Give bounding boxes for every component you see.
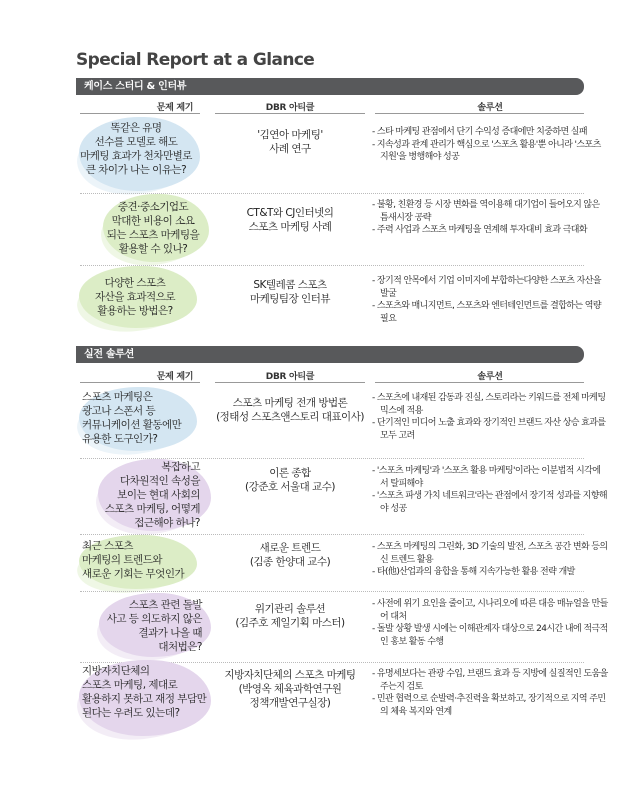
- header-rule: [375, 113, 584, 114]
- column-header-solution: 솔루션: [477, 103, 503, 113]
- article-title: 지방자치단체의 스포츠 마케팅 (박영옥 체육과학연구원 정책개발연구실장): [224, 669, 356, 709]
- header-rule: [80, 382, 200, 383]
- question-text: 복잡하고 다차원적인 속성을 보이는 현대 사회의 스포츠 마케팅, 어떻게 접근해야 하나?: [104, 461, 200, 529]
- question-text: 다양한 스포츠 자산을 효과적으로 활용하는 방법은?: [95, 277, 175, 317]
- page-title: Special Report at a Glance: [76, 50, 315, 70]
- column-header-article: DBR 아티클: [265, 372, 315, 382]
- section-bar-practical-solution: 실전 솔루션: [76, 346, 584, 363]
- column-header-solution: 솔루션: [477, 372, 503, 382]
- article-title: 스포츠 마케팅 전개 방법론 (정태성 스포츠앤스토리 대표이사): [216, 397, 364, 423]
- article-title: 새로운 트렌드 (김종 한양대 교수): [249, 542, 331, 568]
- article-title: '김연아 마케팅' 사례 연구: [257, 129, 323, 155]
- solution-text: - 스포츠에 내재된 감동과 진실, 스토리라는 키워드를 전체 마케팅 믹스에 적용 - 단기적인 미디어 노출 효과와 장기적인 브랜드 자산 상승 효과를 모두 고려: [372, 393, 606, 441]
- solution-text: - '스포츠 마케팅'과 '스포츠 활용 마케팅'이라는 이분법적 시각에서 탈피해야 - '스포츠 파생 가치 네트워크'라는 관점에서 장기적 성과를 지향해야 성공: [372, 466, 607, 514]
- question-text: 스포츠 마케팅은 광고나 스폰서 등 커뮤니케이션 활동에만 유용한 도구인가?: [82, 391, 182, 445]
- column-header-article: DBR 아티클: [265, 103, 315, 113]
- solution-text: - 유명세보다는 관광 수입, 브랜드 효과 등 지방에 실질적인 도움을 주는지 검토 - 민관 협력으로 순발력·추진력을 확보하고, 장기적으로 지역 주민의 체육 복지와 연계: [372, 669, 608, 717]
- solution-text: - 스타 마케팅 관점에서 단기 수익성 증대에만 치중하면 실패 - 지속성과 관계 관리가 핵심으로 '스포츠 활용'뿐 아니라 '스포츠 지원'을 병행해야 성공: [372, 127, 601, 162]
- question-text: 지방자치단체의 스포츠 마케팅, 제대로 활용하지 못하고 재정 부담만 된다는 우려도 있는데?: [82, 665, 207, 719]
- article-title: 위기관리 솔루션 (김주호 제일기획 마스터): [235, 603, 345, 629]
- question-text: 똑같은 유명 선수를 모델로 해도 마케팅 효과가 천차만별로 큰 차이가 나는 이유는?: [80, 122, 192, 176]
- header-rule: [80, 113, 200, 114]
- solution-text: - 불황, 친환경 등 시장 변화를 역이용해 대기업이 들어오지 않은 틈새시장 공략 - 주력 사업과 스포츠 마케팅을 연계해 투자대비 효과 극대화: [372, 200, 600, 235]
- question-text: 스포츠 관련 돌발 사고 등 의도하지 않은 결과가 나올 때 대처법은?: [106, 599, 202, 653]
- column-header-question: 문제 제기: [156, 103, 194, 113]
- article-title: SK텔레콤 스포츠 마케팅팀장 인터뷰: [250, 279, 330, 305]
- solution-text: - 스포츠 마케팅의 그린화, 3D 기술의 발전, 스포츠 공간 변화 등의 신 트렌드 활용 - 타(他)산업과의 융합을 통해 지속가능한 활용 전략 개발: [372, 542, 608, 577]
- section-bar-case-study: 케이스 스터디 & 인터뷰: [76, 78, 584, 95]
- row-divider: [80, 591, 584, 592]
- solution-text: - 장기적 안목에서 기업 이미지에 부합하는다양한 스포츠 자산을 발굴 - 스포츠와 매니지먼트, 스포츠와 엔터테인먼트를 결합하는 역량 필요: [372, 276, 601, 324]
- solution-text: - 사전에 위기 요인을 줄이고, 시나리오에 따른 대응 매뉴얼을 만들어 대처 - 돌발 상황 발생 시에는 이해관계자 대상으로 24시간 내에 적극적인 홍보 활동 수행: [372, 599, 608, 647]
- column-header-question: 문제 제기: [156, 372, 194, 382]
- header-rule: [215, 382, 365, 383]
- header-rule: [215, 113, 365, 114]
- header-rule: [375, 382, 584, 383]
- question-text: 최근 스포츠 마케팅의 트렌드와 새로운 기회는 무엇인가: [82, 540, 185, 580]
- question-text: 중견·중소기업도 막대한 비용이 소요 되는 스포츠 마케팅을 활용할 수 있나?: [106, 201, 200, 255]
- row-divider: [80, 265, 584, 266]
- article-title: CT&T와 CJ인터넷의 스포츠 마케팅 사례: [246, 207, 334, 233]
- article-title: 이론 종합 (강준호 서울대 교수): [244, 467, 335, 493]
